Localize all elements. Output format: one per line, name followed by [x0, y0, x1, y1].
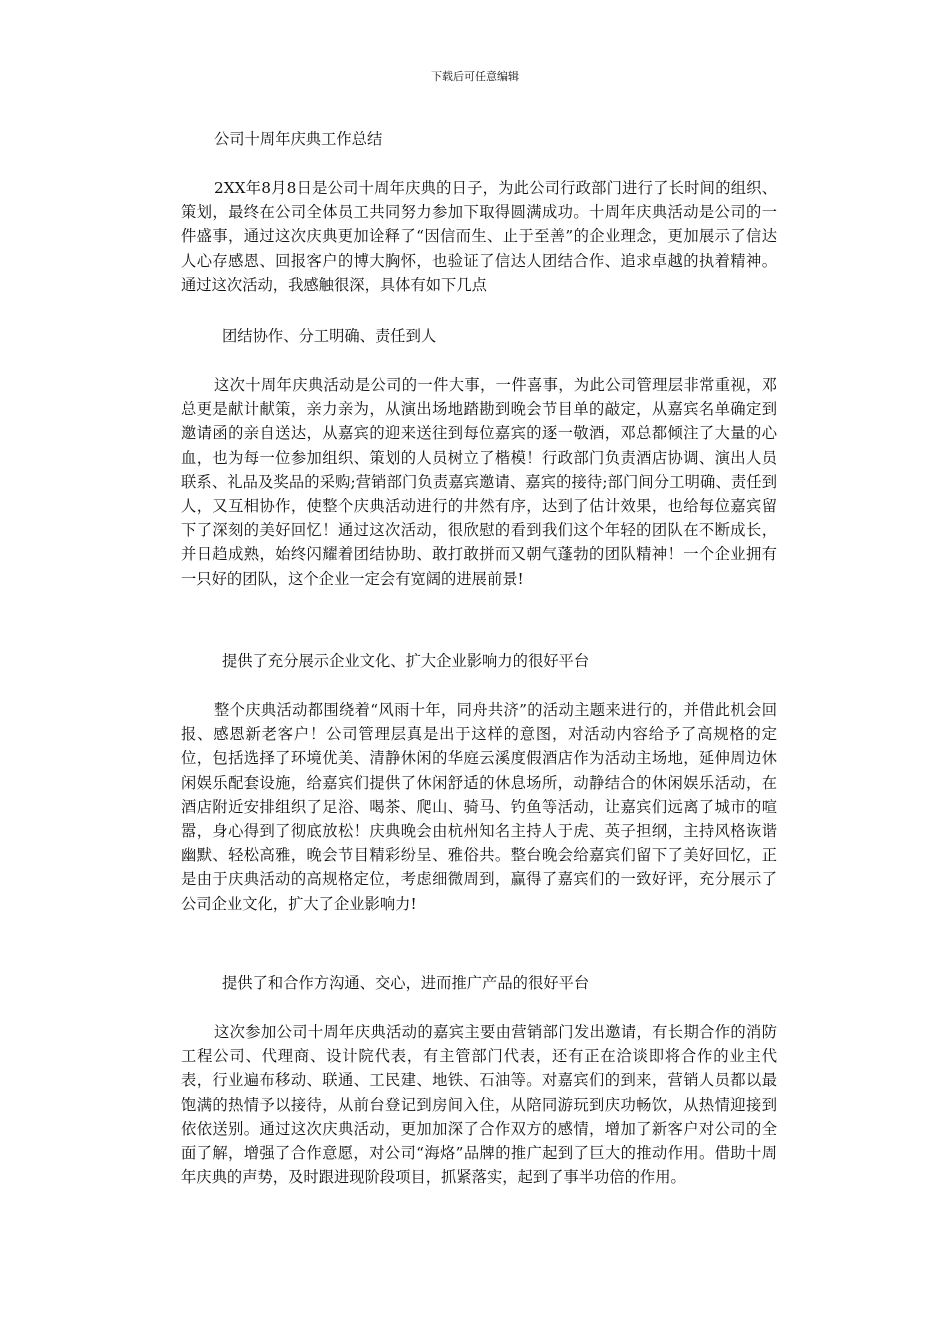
- document-title: 公司十周年庆典工作总结: [214, 130, 383, 148]
- section-heading-2: 提供了充分展示企业文化、扩大企业影响力的很好平台: [222, 652, 590, 670]
- section-paragraph-1: 这次十周年庆典活动是公司的一件大事，一件喜事，为此公司管理层非常重视，邓总更是献计献策，亲力亲为，从演出场地踏勘到晚会节目单的敲定，从嘉宾名单确定到邀请函的亲自送达，从嘉宾的迎来送往到每位嘉宾的逐一敬酒，邓总都倾注了大量的心血，也为每一位参加组织、策划的人员树立了楷模！行政部门负责酒店协调、演出人员联系、礼品及奖品的采购;营销部门负责嘉宾邀请、嘉宾的接待;部门间分工明确、责任到人，又互相协作，使整个庆典活动进行的井然有序，达到了估计效果，也给每位嘉宾留下了深刻的美好回忆！通过这次活动，很欣慰的看到我们这个年轻的团队在不断成长，并日趋成熟，始终闪耀着团结协助、敢打敢拼而又朝气蓬勃的团队精神！一个企业拥有一只好的团队，这个企业一定会有宽阔的进展前景!: [181, 376, 777, 588]
- intro-paragraph: 2XX年8月8日是公司十周年庆典的日子，为此公司行政部门进行了长时间的组织、策划，最终在公司全体员工共同努力参加下取得圆满成功。十周年庆典活动是公司的一件盛事，通过这次庆典更加诠释了“因信而生、止于至善”的企业理念，更加展示了信达人心存感恩、回报客户的博大胸怀，也验证了信达人团结合作、追求卓越的执着精神。通过这次活动，我感触很深，具体有如下几点: [181, 179, 777, 294]
- section-paragraph-2: 整个庆典活动都围绕着“风雨十年，同舟共济”的活动主题来进行的，并借此机会回报、感恩新老客户！公司管理层真是出于这样的意图，对活动内容给予了高规格的定位，包括选择了环境优美、清静休闲的华庭云溪度假酒店作为活动主场地，延伸周边休闲娱乐配套设施，给嘉宾们提供了休闲舒适的休息场所，动静结合的休闲娱乐活动，在酒店附近安排组织了足浴、喝茶、爬山、骑马、钓鱼等活动，让嘉宾们远离了城市的喧嚣，身心得到了彻底放松！庆典晚会由杭州知名主持人于虎、英子担纲，主持风格诙谐幽默、轻松高雅，晚会节目精彩纷呈、雅俗共。整台晚会给嘉宾们留下了美好回忆，正是由于庆典活动的高规格定位，考虑细微周到，赢得了嘉宾们的一致好评，充分展示了公司企业文化，扩大了企业影响力!: [181, 701, 777, 913]
- section-heading-1: 团结协作、分工明确、责任到人: [222, 327, 437, 345]
- section-heading-3: 提供了和合作方沟通、交心，进而推广产品的很好平台: [222, 974, 590, 992]
- header-note: 下载后可任意编辑: [431, 70, 519, 83]
- section-paragraph-3: 这次参加公司十周年庆典活动的嘉宾主要由营销部门发出邀请，有长期合作的消防工程公司、代理商、设计院代表，有主管部门代表，还有正在洽谈即将合作的业主代表，行业遍布移动、联通、工民建、地铁、石油等。对嘉宾们的到来，营销人员都以最饱满的热情予以接待，从前台登记到房间入住，从陪同游玩到庆功畅饮，从热情迎接到依依送别。通过这次庆典活动，更加加深了合作双方的感情，增加了新客户对公司的全面了解，增强了合作意愿，对公司“海烙”品牌的推广起到了巨大的推动作用。借助十周年庆典的声势，及时跟进现阶段项目，抓紧落实，起到了事半功倍的作用。: [181, 1023, 777, 1187]
